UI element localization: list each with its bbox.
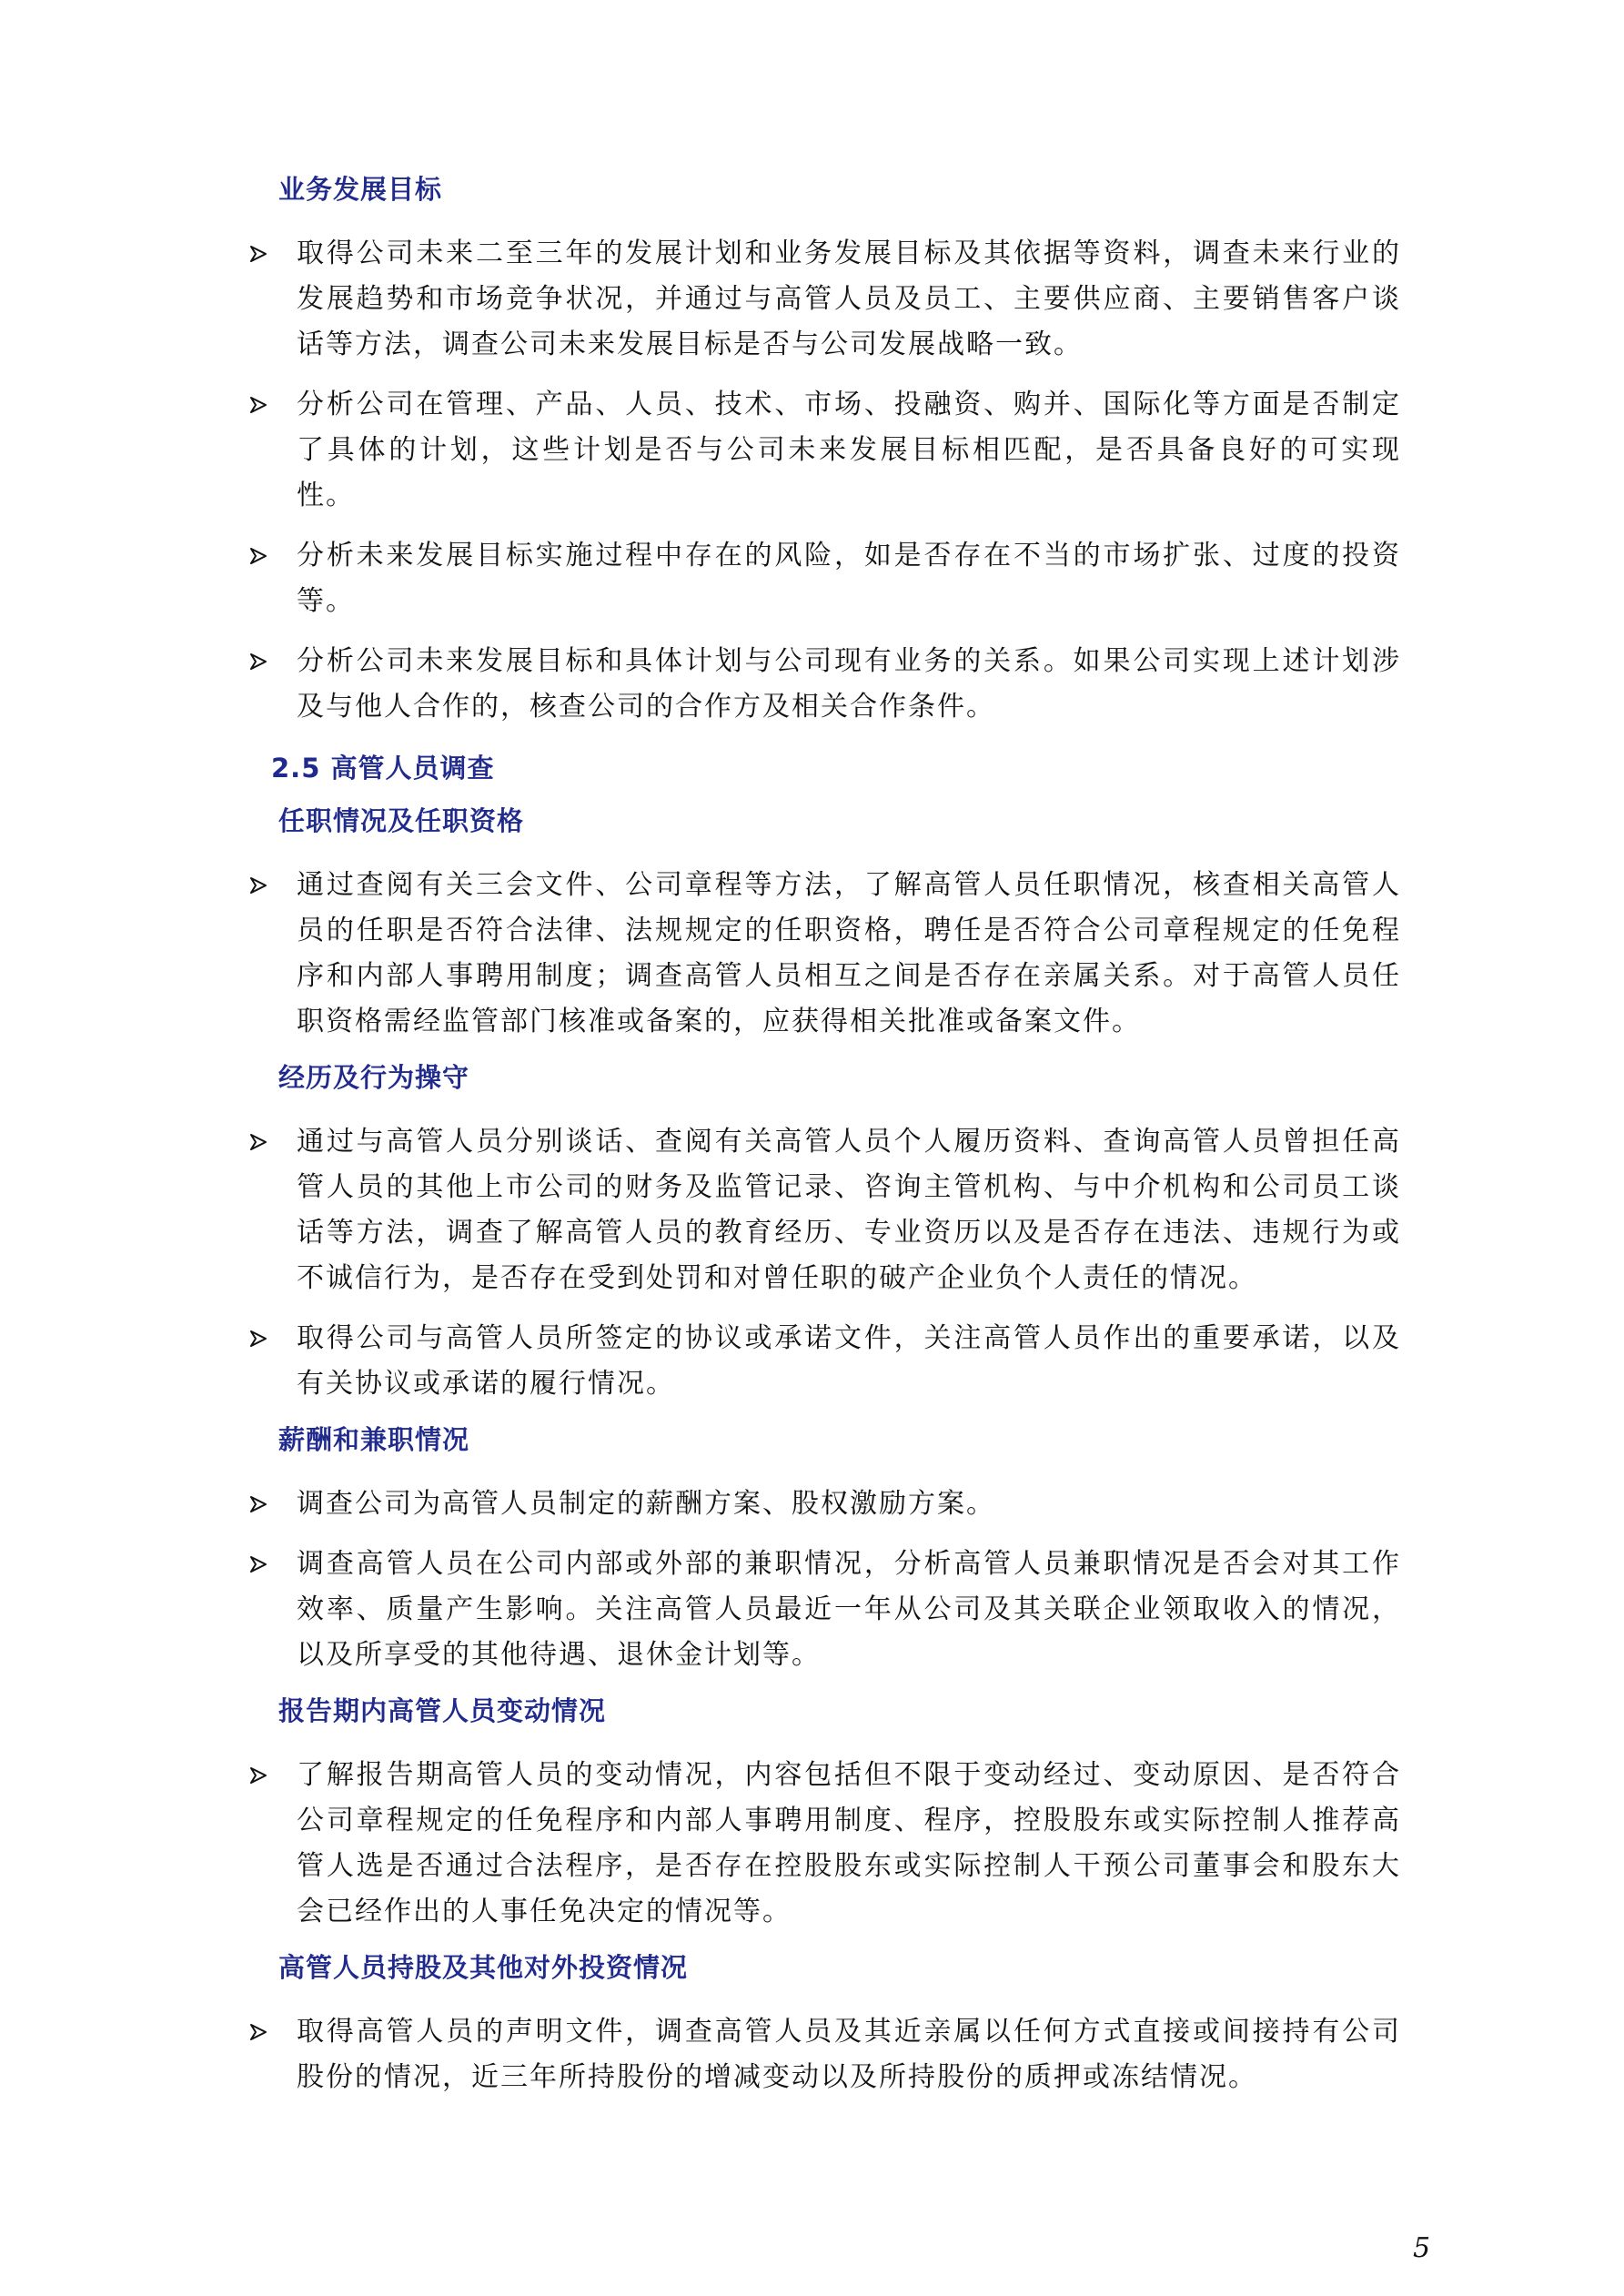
subsection-heading-appointment: 任职情况及任职资格 — [278, 805, 525, 836]
list-item-text: 分析未来发展目标实施过程中存在的风险，如是否存在不当的市场扩张、过度的投资等。 — [297, 540, 1401, 617]
page-content — [237, 171, 1401, 2115]
list-item — [237, 1542, 1401, 1678]
list-item-text: 通过查阅有关三会文件、公司章程等方法，了解高管人员任职情况，核查相关高管人员的任职是否符合法律、法规规定的任职资格，聘任是否符合公司章程规定的任免程序和内部人事聘用制度；调查高管人员相互之间是否存在亲属关系。对于高管人员任职资格需经监管部门核准或备案的，应获得相关批准或备案文件。 — [297, 869, 1401, 1037]
arrowhead-bullet-icon — [249, 876, 267, 895]
list-item-text: 了解报告期高管人员的变动情况，内容包括但不限于变动经过、变动原因、是否符合公司章程规定的任免程序和内部人事聘用制度、程序，控股股东或实际控制人推荐高管人选是否通过合法程序，是否存在控股股东或实际控制人干预公司董事会和股东大会已经作出的人事任免决定的情况等。 — [297, 1759, 1401, 1927]
arrowhead-bullet-icon — [249, 547, 267, 565]
arrowhead-bullet-icon — [249, 1330, 267, 1348]
list-item — [237, 1316, 1401, 1407]
list-item — [237, 1753, 1401, 1935]
list-item-text: 调查高管人员在公司内部或外部的兼职情况，分析高管人员兼职情况是否会对其工作效率、质量产生影响。关注高管人员最近一年从公司及其关联企业领取收入的情况，以及所享受的其他待遇、退休金计划等。 — [297, 1548, 1401, 1671]
list-item-text: 调查公司为高管人员制定的薪酬方案、股权激励方案。 — [297, 1488, 995, 1520]
list-item-text: 取得公司未来二至三年的发展计划和业务发展目标及其依据等资料，调查未来行业的发展趋势和市场竞争状况，并通过与高管人员及员工、主要供应商、主要销售客户谈话等方法，调查公司未来发展目标是否与公司发展战略一致。 — [297, 238, 1401, 360]
arrowhead-bullet-icon — [249, 1766, 267, 1785]
list-item — [237, 2009, 1401, 2100]
list-item — [237, 231, 1401, 368]
section-heading-senior-management: 2.5 高管人员调查 — [271, 753, 495, 784]
list-item — [237, 1119, 1401, 1301]
arrowhead-bullet-icon — [249, 1495, 267, 1513]
page-number: 5 — [1413, 2232, 1431, 2264]
list-item-text: 取得公司与高管人员所签定的协议或承诺文件，关注高管人员作出的重要承诺，以及有关协议或承诺的履行情况。 — [297, 1322, 1401, 1400]
arrowhead-bullet-icon — [249, 245, 267, 263]
list-item — [237, 1482, 1401, 1527]
subsection-heading-experience: 经历及行为操守 — [278, 1062, 470, 1093]
arrowhead-bullet-icon — [249, 1133, 267, 1151]
subsection-heading-changes: 报告期内高管人员变动情况 — [278, 1695, 607, 1726]
subsection-heading-shareholding: 高管人员持股及其他对外投资情况 — [278, 1952, 689, 1983]
list-item-text: 分析公司在管理、产品、人员、技术、市场、投融资、购并、国际化等方面是否制定了具体的计划，这些计划是否与公司未来发展目标相匹配，是否具备良好的可实现性。 — [297, 389, 1401, 511]
list-item-text: 通过与高管人员分别谈话、查阅有关高管人员个人履历资料、查询高管人员曾担任高管人员的其他上市公司的财务及监管记录、咨询主管机构、与中介机构和公司员工谈话等方法，调查了解高管人员的教育经历、专业资历以及是否存在违法、违规行为或不诚信行为，是否存在受到处罚和对曾任职的破产企业负个人责任的情况。 — [297, 1126, 1401, 1294]
arrowhead-bullet-icon — [249, 1555, 267, 1573]
list-item — [237, 382, 1401, 519]
subsection-heading-business-goals: 业务发展目标 — [278, 174, 443, 205]
list-item-text: 分析公司未来发展目标和具体计划与公司现有业务的关系。如果公司实现上述计划涉及与他人合作的，核查公司的合作方及相关合作条件。 — [297, 645, 1401, 723]
arrowhead-bullet-icon — [249, 396, 267, 414]
arrowhead-bullet-icon — [249, 652, 267, 671]
list-item-text: 取得高管人员的声明文件，调查高管人员及其近亲属以任何方式直接或间接持有公司股份的情况，近三年所持股份的增减变动以及所持股份的质押或冻结情况。 — [297, 2016, 1401, 2093]
arrowhead-bullet-icon — [249, 2023, 267, 2041]
list-item — [237, 639, 1401, 730]
list-item — [237, 533, 1401, 624]
list-item — [237, 863, 1401, 1045]
subsection-heading-compensation: 薪酬和兼职情况 — [278, 1424, 470, 1455]
